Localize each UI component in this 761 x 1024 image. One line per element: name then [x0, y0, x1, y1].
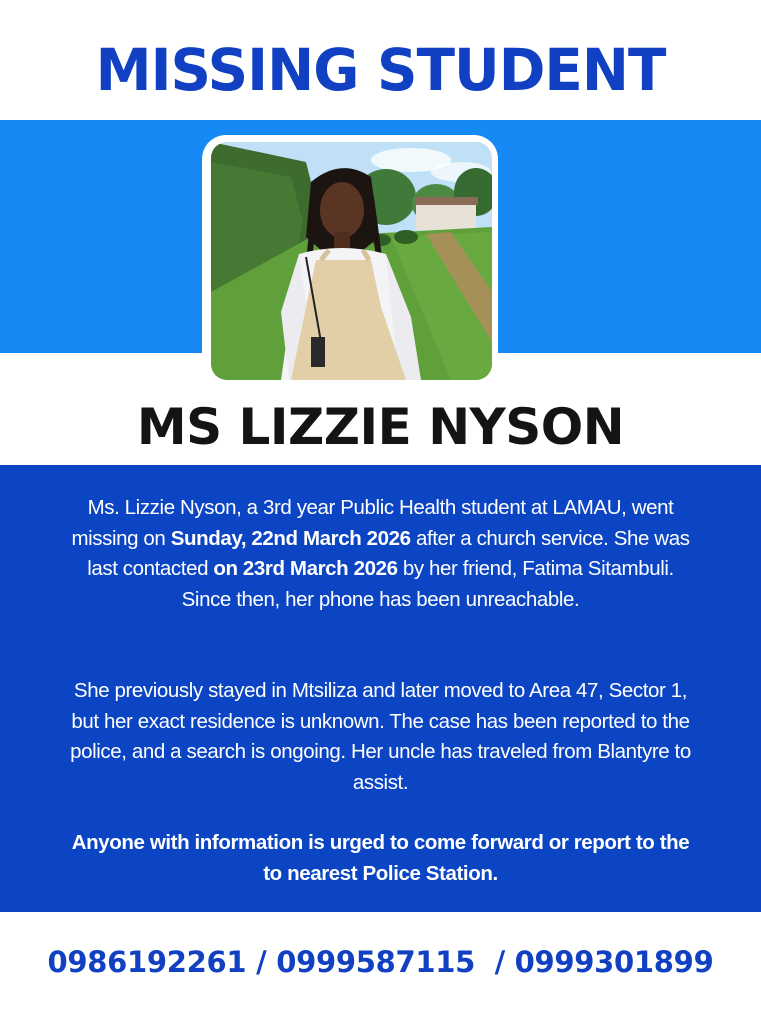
details-text: after a church service. She was last contacted: [87, 526, 690, 580]
details-paragraph-2: She previously stayed in Mtsiliza and later moved to Area 47, Sector 1, but her exact residence is unknown. The case has been reported to the police, and a search is ongoing. Her uncle has traveled from Blantyre to assist.: [70, 679, 691, 794]
details-paragraph-1: [60, 493, 701, 615]
details-text: Ms. Lizzie Nyson, a 3rd year Public Health student at LAMAU, went missing on: [71, 496, 674, 550]
highlighted-date: on 23rd March 2026: [213, 557, 398, 580]
poster-headline: MISSING STUDENT: [95, 36, 666, 104]
details-text: by her friend, Fatima Sitambuli. Since then, her phone has been unreachable.: [181, 557, 674, 611]
highlighted-date: Sunday, 22nd March 2026: [170, 526, 411, 550]
missing-person-photo: [211, 142, 492, 380]
contact-phone-numbers: 0986192261 / 0999587115 / 0999301899: [47, 945, 714, 979]
appeal-paragraph: Anyone with information is urged to come forward or report to the to nearest Police Station.: [71, 831, 690, 885]
missing-person-name: MS LIZZIE NYSON: [136, 398, 625, 456]
